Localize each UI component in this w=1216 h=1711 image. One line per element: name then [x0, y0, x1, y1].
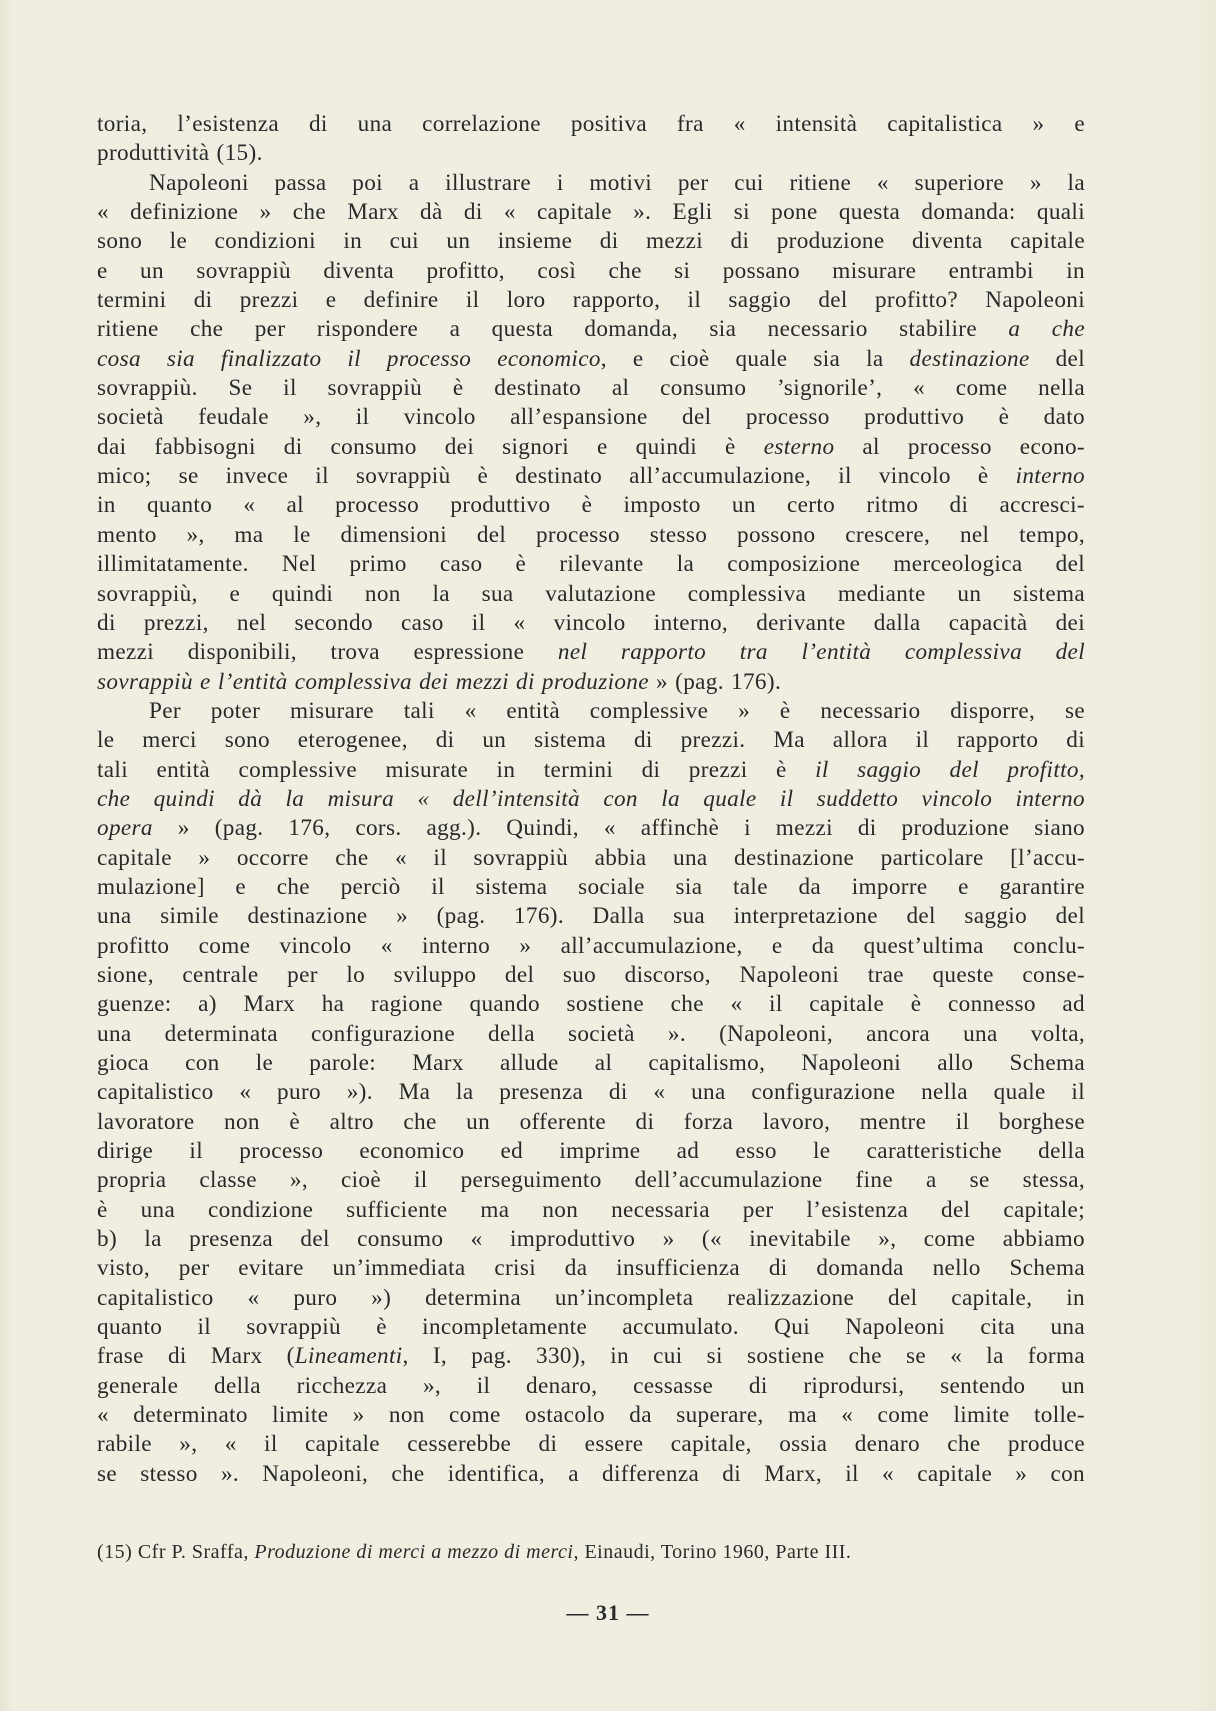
text-line: società feudale », il vincolo all’espansione del processo produttivo è dato — [97, 404, 1085, 431]
text-line: le merci sono eterogenee, di un sistema di prezzi. Ma allora il rapporto di — [97, 727, 1085, 754]
text-line: « determinato limite » non come ostacolo da superare, ma « come limite tolle- — [97, 1402, 1085, 1429]
text-line: ritiene che per rispondere a questa domanda, sia necessario stabilire a che — [97, 316, 1085, 343]
text-line: opera » (pag. 176, cors. agg.). Quindi, « affinchè i mezzi di produzione siano — [97, 815, 1085, 842]
text-line: dai fabbisogni di consumo dei signori e quindi è esterno al processo econo- — [97, 433, 1085, 460]
text-line: capitalistico « puro ») determina un’incompleta realizzazione del capitale, in — [97, 1284, 1085, 1311]
text-line: « definizione » che Marx dà di « capitale ». Egli si pone questa domanda: quali — [97, 199, 1085, 226]
text-line: che quindi dà la misura « dell’intensità con la quale il suddetto vincolo interno — [97, 785, 1085, 812]
text-line: capitalistico « puro »). Ma la presenza di « una configurazione nella quale il — [97, 1079, 1085, 1106]
text-line: in quanto « al processo produttivo è imposto un certo ritmo di accresci- — [97, 492, 1085, 519]
text-line: profitto come vincolo « interno » all’accumulazione, e da quest’ultima conclu- — [97, 932, 1085, 959]
text-line: b) la presenza del consumo « improduttivo » (« inevitabile », come abbiamo — [97, 1226, 1085, 1253]
text-line: guenze: a) Marx ha ragione quando sostiene che « il capitale è connesso ad — [97, 991, 1085, 1018]
text-line: se stesso ». Napoleoni, che identifica, a differenza di Marx, il « capitale » con — [97, 1460, 1085, 1487]
text-line: mico; se invece il sovrappiù è destinato all’accumulazione, il vincolo è interno — [97, 463, 1085, 490]
text-line: mento », ma le dimensioni del processo stesso possono crescere, nel tempo, — [97, 521, 1085, 548]
text-line: sovrappiù. Se il sovrappiù è destinato al consumo ’signorile’, « come nella — [97, 375, 1085, 402]
text-line: frase di Marx (Lineamenti, I, pag. 330), in cui si sostiene che se « la forma — [97, 1343, 1085, 1370]
text-line: e un sovrappiù diventa profitto, così che si possano misurare entrambi in — [97, 257, 1085, 284]
text-line: di prezzi, nel secondo caso il « vincolo interno, derivante dalla capacità dei — [97, 609, 1085, 636]
text-line: sovrappiù, e quindi non la sua valutazione complessiva mediante un sistema — [97, 580, 1085, 607]
text-line: termini di prezzi e definire il loro rapporto, il saggio del profitto? Napoleoni — [97, 287, 1085, 314]
text-line: sovrappiù e l’entità complessiva dei mezzi di produzione » (pag. 176). — [97, 668, 782, 695]
text-line: illimitatamente. Nel primo caso è rilevante la composizione merceologica del — [97, 551, 1085, 578]
text-line: Per poter misurare tali « entità complessive » è necessario disporre, se — [149, 697, 1085, 724]
text-line: quanto il sovrappiù è incompletamente accumulato. Qui Napoleoni cita una — [97, 1314, 1085, 1341]
text-line: propria classe », cioè il perseguimento dell’accumulazione fine a se stessa, — [97, 1167, 1085, 1194]
text-line: una determinata configurazione della società ». (Napoleoni, ancora una volta, — [97, 1020, 1085, 1047]
text-line: tali entità complessive misurate in termini di prezzi è il saggio del profitto, — [97, 756, 1085, 783]
text-line: sione, centrale per lo sviluppo del suo discorso, Napoleoni trae queste conse- — [97, 961, 1085, 988]
text-line: mezzi disponibili, trova espressione nel rapporto tra l’entità complessiva del — [97, 639, 1085, 666]
text-line: visto, per evitare un’immediata crisi da insufficienza di domanda nello Schema — [97, 1255, 1085, 1282]
text-line: rabile », « il capitale cesserebbe di essere capitale, ossia denaro che produce — [97, 1431, 1085, 1458]
text-line: toria, l’esistenza di una correlazione positiva fra « intensità capitalistica » e — [97, 111, 1085, 137]
text-line: una simile destinazione » (pag. 176). Dalla sua interpretazione del saggio del — [97, 903, 1085, 930]
body-text — [97, 110, 1085, 1489]
text-line: è una condizione sufficiente ma non necessaria per l’esistenza del capitale; — [97, 1196, 1085, 1223]
text-line: produttività (15). — [97, 140, 263, 167]
text-line: generale della ricchezza », il denaro, cessasse di riprodursi, sentendo un — [97, 1372, 1085, 1399]
text-line: capitale » occorre che « il sovrappiù abbia una destinazione particolare [l’accu- — [97, 844, 1085, 871]
text-line: cosa sia finalizzato il processo economico, e cioè quale sia la destinazione del — [97, 345, 1085, 372]
text-line: Napoleoni passa poi a illustrare i motivi per cui ritiene « superiore » la — [149, 169, 1085, 196]
text-line: dirige il processo economico ed imprime ad esso le caratteristiche della — [97, 1138, 1085, 1165]
text-line: mulazione] e che perciò il sistema sociale sia tale da imporre e garantire — [97, 873, 1085, 900]
text-line: sono le condizioni in cui un insieme di mezzi di produzione diventa capitale — [97, 228, 1085, 255]
footnote: (15) Cfr P. Sraffa, Produzione di merci a mezzo di merci, Einaudi, Torino 1960, Parte III. — [97, 1541, 852, 1563]
text-line: lavoratore non è altro che un offerente di forza lavoro, mentre il borghese — [97, 1108, 1085, 1135]
text-line: gioca con le parole: Marx allude al capitalismo, Napoleoni allo Schema — [97, 1050, 1085, 1076]
page-number: — 31 — — [566, 1600, 650, 1625]
